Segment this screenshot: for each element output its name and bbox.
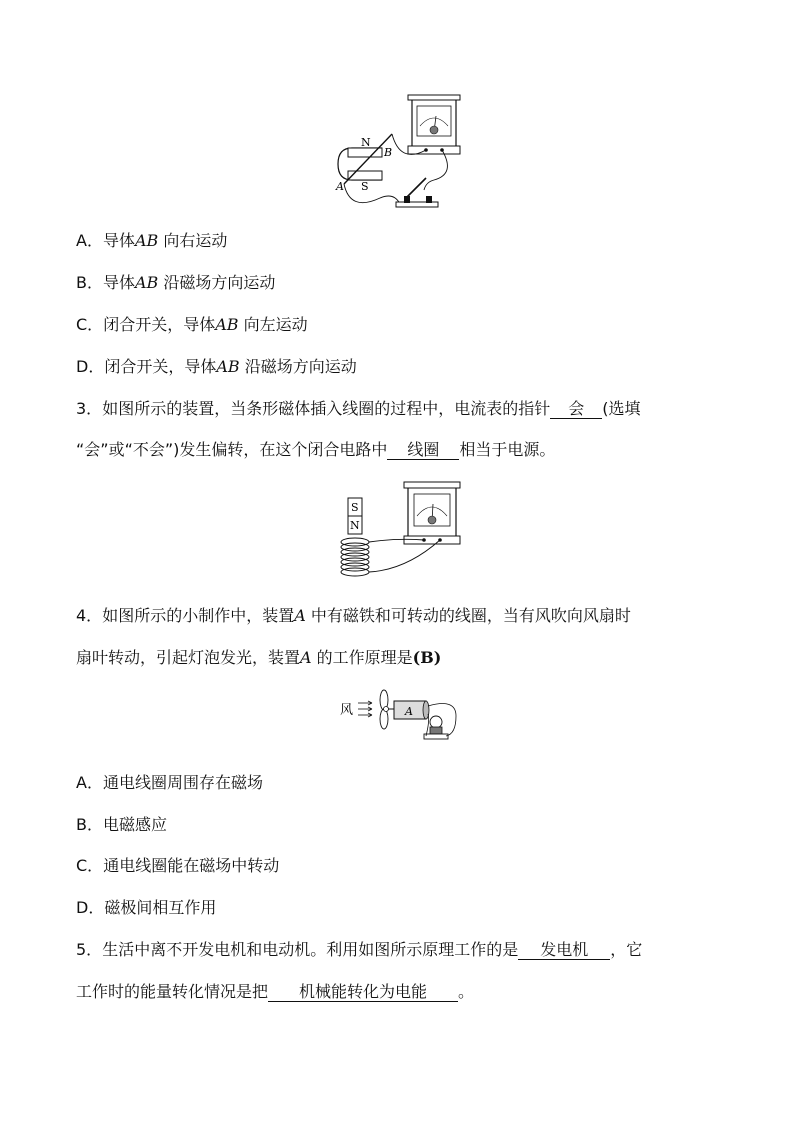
q5-answer-1: 发电机 [518,941,610,960]
q4-answer: (B) [412,648,442,667]
fig3-wind-label: 风 [340,703,354,718]
q2-option-d: D．闭合开关，导体AB 沿磁场方向运动 [76,357,357,376]
figure-wind-fan-device [338,688,462,746]
q2-option-c: C．闭合开关，导体AB 向左运动 [76,315,308,334]
q5-line-2: 工作时的能量转化情况是把 机械能转化为电能 。 [76,982,475,1001]
q4-option-c: C．通电线圈能在磁场中转动 [76,856,280,875]
fig3-device-label: A [405,705,413,718]
q3-answer-1: 会 [550,400,602,419]
fig1-label-s: S [361,180,369,193]
q5-answer-2: 机械能转化为电能 [268,983,458,1002]
q3-line-2: “会”或“不会”)发生偏转，在这个闭合电路中 线圈 相当于电源。 [76,440,556,459]
q5-number: 5． [76,940,103,959]
figure-magnet-coil [336,480,466,580]
q3-answer-2: 线圈 [387,441,459,460]
q4-option-b: B．电磁感应 [76,815,167,834]
q2-option-b: B．导体AB 沿磁场方向运动 [76,273,276,292]
fig2-label-s: S [351,501,359,514]
q4-option-a: A．通电线圈周围存在磁场 [76,773,263,792]
q4-line-1: 4．如图所示的小制作中，装置A 中有磁铁和可转动的线圈，当有风吹向风扇时 [76,606,631,625]
q4-line-2: 扇叶转动，引起灯泡发光，装置A 的工作原理是(B) [76,648,442,667]
q2-option-a: A．导体AB 向右运动 [76,231,228,250]
q5-line-1: 5．生活中离不开发电机和电动机。利用如图所示原理工作的是 发电机 ，它 [76,940,643,959]
q3-line-1: 3．如图所示的装置，当条形磁体插入线圈的过程中，电流表的指针 会 (选填 [76,399,641,418]
q3-number: 3． [76,399,103,418]
fig2-label-n: N [350,519,360,532]
fig1-label-a: A [336,180,344,193]
q4-option-d: D．磁极间相互作用 [76,898,217,917]
fig1-label-b: B [384,146,393,159]
figure-conductor-galvanometer [330,94,465,212]
fig1-label-n: N [361,136,371,149]
q4-number: 4． [76,606,103,625]
